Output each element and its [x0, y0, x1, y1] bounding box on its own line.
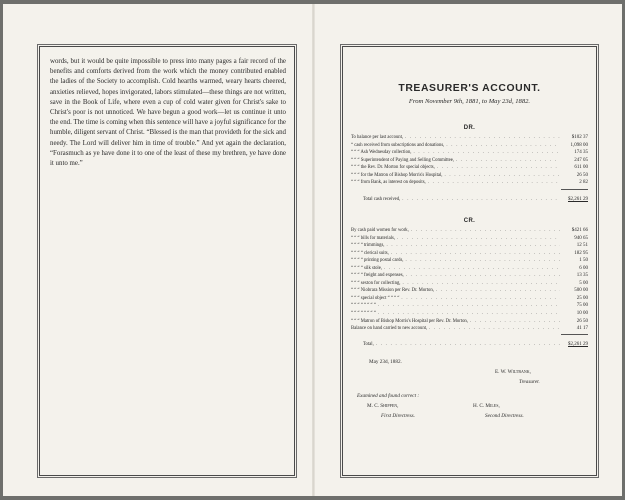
ledger-row	[351, 272, 588, 280]
dot-leader	[446, 142, 560, 150]
ledger-amount: $102 37	[571, 135, 588, 140]
dot-leader	[428, 179, 560, 187]
ledger-amount: 10 00	[576, 311, 588, 317]
ledger-row	[351, 235, 588, 243]
right-page-frame	[342, 46, 597, 476]
ledger-description: “ cash received from subscriptions and donations,	[351, 142, 445, 148]
page-fold	[312, 4, 315, 496]
left-page-text	[50, 57, 286, 169]
dot-leader	[436, 287, 560, 295]
ledger-description: “ “ “ “ “ “ “ “	[351, 311, 376, 317]
ledger-amount: 12 51	[576, 243, 588, 249]
ledger-row	[351, 242, 588, 250]
ledger-amount: 13 35	[576, 273, 588, 279]
ledger-row	[351, 318, 588, 326]
ledger-amount: 940 65	[574, 235, 588, 241]
dot-leader	[406, 272, 560, 280]
ledger-row	[351, 227, 588, 235]
ledger-description: “ “ “ bills for materials,	[351, 235, 395, 241]
dr-ledger	[351, 134, 588, 187]
ledger-description: “ “ “ “ silk stole,	[351, 265, 382, 271]
ledger-row	[351, 265, 588, 273]
ledger-description: “ “ “ “ trimmings,	[351, 243, 385, 249]
examiner1-name: M. C. Shippen,	[367, 403, 399, 409]
dr-total	[351, 193, 588, 204]
ledger-description: By cash paid women for work,	[351, 228, 409, 233]
ledger-amount: 41 17	[576, 326, 588, 332]
dot-leader	[378, 302, 560, 310]
ledger-row	[351, 302, 588, 310]
dot-leader	[378, 310, 560, 318]
cr-subtotal-rule	[561, 334, 588, 335]
ledger-amount: 611 00	[574, 165, 588, 171]
ledger-row	[351, 179, 588, 187]
ledger-description: “ “ “ sexton for collecting,	[351, 280, 401, 286]
ledger-amount: 5 00	[579, 280, 588, 286]
ledger-row	[351, 257, 588, 265]
ledger-row	[351, 134, 588, 142]
ledger-row	[351, 310, 588, 318]
ledger-row	[351, 280, 588, 288]
ledger-amount: 500 00	[574, 288, 588, 294]
dr-subtotal-rule	[561, 189, 588, 190]
cr-heading: CR.	[463, 218, 476, 224]
ledger-amount: 247 05	[574, 157, 588, 163]
ledger-description: “ “ “ special object “ “ “ “	[351, 295, 400, 301]
dot-leader	[397, 235, 560, 243]
ledger-description: “ “ “ Superintendent of Paying and Selling Committee,	[351, 157, 454, 163]
dot-leader	[413, 149, 560, 157]
ledger-row	[351, 142, 588, 150]
ledger-description: “ “ “ “ printing postal cards,	[351, 258, 404, 264]
document-sheet	[3, 4, 622, 496]
ledger-amount: $2,261 29	[568, 197, 588, 202]
ledger-description: “ “ “ “ “ “ “ “	[351, 303, 376, 309]
ledger-row	[351, 149, 588, 157]
examiner2-title: Second Directress.	[485, 413, 524, 419]
ledger-description: “ “ “ from Bank, as interest on deposits,	[351, 180, 426, 186]
ledger-amount: 1,098 00	[570, 142, 588, 148]
dot-leader	[384, 265, 560, 273]
cr-ledger	[351, 227, 588, 333]
ledger-description: “ “ “ the Rev. Dr. Morton for special objects,	[351, 165, 435, 171]
ledger-description: Total,	[363, 342, 374, 347]
ledger-description: “ “ “ Ash Wednesday collection,	[351, 150, 412, 156]
ledger-amount: 1 50	[579, 258, 588, 264]
dot-leader	[386, 242, 560, 250]
dot-leader	[444, 172, 560, 180]
dot-leader	[391, 250, 560, 258]
ledger-description: Balance on hand carried to new account,	[351, 326, 428, 332]
ledger-description: “ “ “ for the Matron of Bishop Morris's Hospital,	[351, 172, 443, 178]
ledger-row	[351, 164, 588, 172]
ledger-amount: $2,261 29	[568, 342, 588, 347]
left-page-frame	[39, 46, 295, 476]
ledger-amount: 174 35	[574, 150, 588, 156]
dot-leader	[456, 157, 560, 165]
page-subtitle: From November 9th, 1881, to May 23d, 1882.	[408, 98, 531, 105]
dot-leader	[402, 280, 560, 288]
dot-leader	[429, 325, 560, 333]
ledger-description: To balance per last account,	[351, 135, 404, 140]
ledger-amount: 75 00	[576, 303, 588, 309]
treasurer-name: E. W. Wiltbank,	[495, 369, 531, 375]
ledger-description: “ “ “ “ clerical suits,	[351, 250, 389, 256]
treasurer-title: Treasurer.	[519, 379, 540, 385]
dot-leader	[401, 295, 560, 303]
dot-leader	[437, 164, 560, 172]
ledger-amount: 2 82	[579, 180, 588, 186]
examined-note: Examined and found correct :	[357, 393, 420, 399]
ledger-row	[351, 157, 588, 165]
ledger-amount: 25 00	[576, 295, 588, 301]
ledger-amount: 182 95	[574, 250, 588, 256]
ledger-amount: 26 50	[576, 318, 588, 324]
ledger-total-row	[351, 196, 588, 204]
ledger-row	[351, 172, 588, 180]
ledger-amount: 26 50	[576, 172, 588, 178]
page-title: TREASURER'S ACCOUNT.	[398, 83, 541, 94]
ledger-row	[351, 325, 588, 333]
dot-leader	[411, 227, 560, 235]
ledger-description: “ “ “ Niobrara Mission per Rev. Dr. Morton,	[351, 288, 434, 294]
ledger-row	[351, 287, 588, 295]
account-date: May 23d, 1882.	[369, 359, 402, 365]
ledger-row	[351, 295, 588, 303]
paragraph: words, but it would be quite impossible to press into many pages a fair record of the benefits and comforts derived from the work which the money contributed enabled the ladies of the Society to accomplish. Cold hearths warmed, weary hearts cheered, anxieties relieved, hopes invigorated, labors stimulated—these things are not written, save in the Book of Life, where even a cup of cold water given for Christ's sake to Christ's poor is not unnoticed. We have begun a good work—let us continue it unto the end. The time is coming when this sentence will have a joyful significance for the humble, diligent servant of Christ. “Blessed is the man that provideth for the sick and needy. The Lord will deliver him in time of trouble.” And yet again the declaration, “Forasmuch as ye have done it to one of the least of these my brethren, ye have done it unto me.”	[50, 58, 286, 168]
ledger-row	[351, 250, 588, 258]
examiner2-name: H. C. Miles,	[473, 403, 500, 409]
dot-leader	[402, 196, 560, 204]
ledger-amount: 6 00	[579, 265, 588, 271]
dot-leader	[470, 318, 560, 326]
cr-total	[351, 338, 588, 349]
ledger-description: Total cash received,	[363, 197, 401, 202]
examiner1-title: First Directress.	[381, 413, 415, 419]
ledger-description: “ “ “ Matron of Bishop Morris's Hospital per Rev. Dr. Morton,	[351, 318, 468, 324]
dot-leader	[376, 341, 560, 349]
dot-leader	[405, 134, 560, 142]
dot-leader	[405, 257, 560, 265]
ledger-description: “ “ “ “ freight and expenses,	[351, 273, 404, 279]
ledger-amount: $421 66	[571, 228, 588, 233]
dr-heading: DR.	[463, 125, 476, 131]
ledger-total-row	[351, 341, 588, 349]
